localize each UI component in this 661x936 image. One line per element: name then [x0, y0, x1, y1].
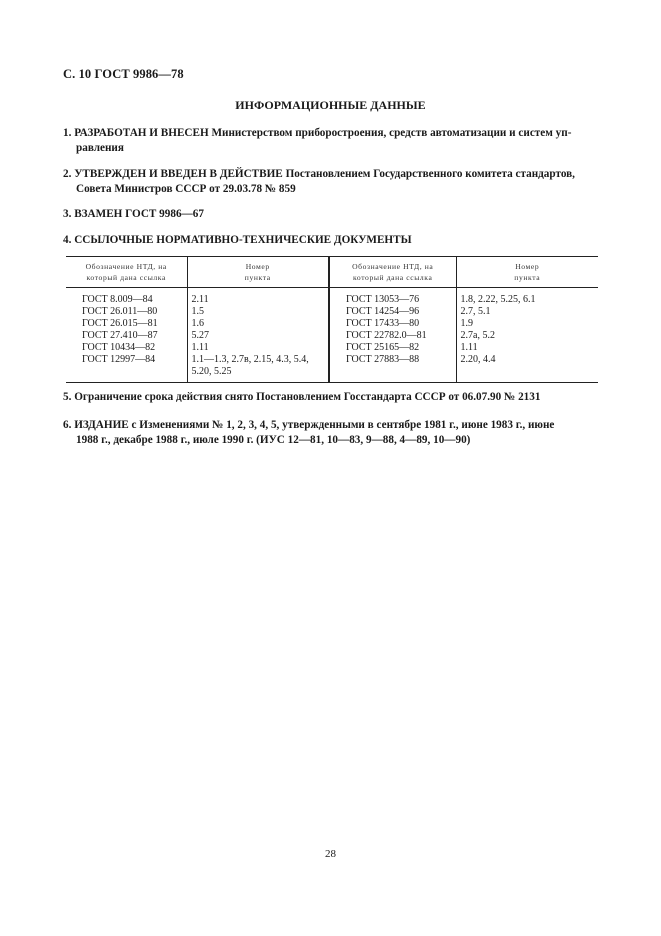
doc-ref: ГОСТ 13053—76 [346, 294, 420, 305]
clause-ref: 2.7, 5.1 [460, 306, 491, 317]
item-validity-limit [63, 390, 601, 405]
item-line: 1. РАЗРАБОТАН И ВНЕСЕН Министерством приборостроения, средств автоматизации и систем уп- [63, 127, 572, 139]
section-title: ИНФОРМАЦИОННЫЕ ДАННЫЕ [235, 98, 426, 112]
reference-table [66, 256, 598, 383]
clause-ref: 1.11 [460, 342, 478, 353]
item-edition [63, 418, 601, 448]
doc-ref: ГОСТ 26.015—81 [82, 318, 158, 329]
item-line-continued: равления [76, 142, 124, 154]
left-doc-cell [66, 288, 187, 383]
table-header-row [66, 257, 598, 288]
clause-ref: 2.7а, 5.2 [460, 330, 495, 341]
clause-ref: 1.1—1.3, 2.7в, 2.15, 4.3, 5.4, 5.20, 5.25 [191, 354, 309, 377]
clause-ref: 1.11 [191, 342, 209, 353]
item-line: 2. УТВЕРЖДЕН И ВВЕДЕН В ДЕЙСТВИЕ Постановлением Государственного комитета стандартов, [63, 168, 575, 180]
left-clause-cell [187, 288, 329, 383]
table-row [66, 288, 598, 383]
clause-ref: 5.27 [191, 330, 209, 341]
clause-ref: 1.9 [460, 318, 473, 329]
item-approved [63, 167, 601, 197]
right-clause-cell [456, 288, 598, 383]
item-line: 5. Ограничение срока действия снято Постановлением Госстандарта СССР от 06.07.90 № 2131 [63, 391, 541, 403]
doc-ref: ГОСТ 12997—84 [82, 354, 156, 365]
doc-ref: ГОСТ 17433—80 [346, 318, 420, 329]
item-developed-by [63, 126, 601, 156]
doc-ref: ГОСТ 22782.0—81 [346, 330, 427, 341]
item-references-heading [63, 233, 601, 248]
item-line: 4. ССЫЛОЧНЫЕ НОРМАТИВНО-ТЕХНИЧЕСКИЕ ДОКУМЕНТЫ [63, 234, 412, 246]
doc-ref: ГОСТ 27883—88 [346, 354, 420, 365]
item-line-continued: 1988 г., декабре 1988 г., июле 1990 г. (ИУС 12—81, 10—83, 9—88, 4—89, 10—90) [76, 434, 471, 446]
clause-ref: 2.11 [191, 294, 209, 305]
doc-ref: ГОСТ 8.009—84 [82, 294, 153, 305]
col-header-clause: Номер пункта [456, 257, 598, 288]
clause-ref: 2.20, 4.4 [460, 354, 496, 365]
item-line: 3. ВЗАМЕН ГОСТ 9986—67 [63, 208, 204, 220]
col-header-doc: Обозначение НТД, на который дана ссылка [329, 257, 456, 288]
right-doc-cell [329, 288, 456, 383]
clause-ref: 1.5 [191, 306, 204, 317]
clause-ref: 1.8, 2.22, 5.25, 6.1 [460, 294, 536, 305]
item-line-continued: Совета Министров СССР от 29.03.78 № 859 [76, 183, 296, 195]
item-replaces [63, 207, 601, 222]
item-line: 6. ИЗДАНИЕ с Изменениями № 1, 2, 3, 4, 5, утвержденными в сентябре 1981 г., июне 1983 г., июне [63, 419, 555, 431]
col-header-doc: Обозначение НТД, на который дана ссылка [66, 257, 187, 288]
doc-ref: ГОСТ 25165—82 [346, 342, 420, 353]
page-number: 28 [325, 848, 336, 860]
doc-ref: ГОСТ 26.011—80 [82, 306, 158, 317]
doc-ref: ГОСТ 10434—82 [82, 342, 156, 353]
clause-ref: 1.6 [191, 318, 204, 329]
page-header: С. 10 ГОСТ 9986—78 [63, 67, 184, 81]
doc-ref: ГОСТ 14254—96 [346, 306, 420, 317]
col-header-clause: Номер пункта [187, 257, 329, 288]
doc-ref: ГОСТ 27.410—87 [82, 330, 158, 341]
